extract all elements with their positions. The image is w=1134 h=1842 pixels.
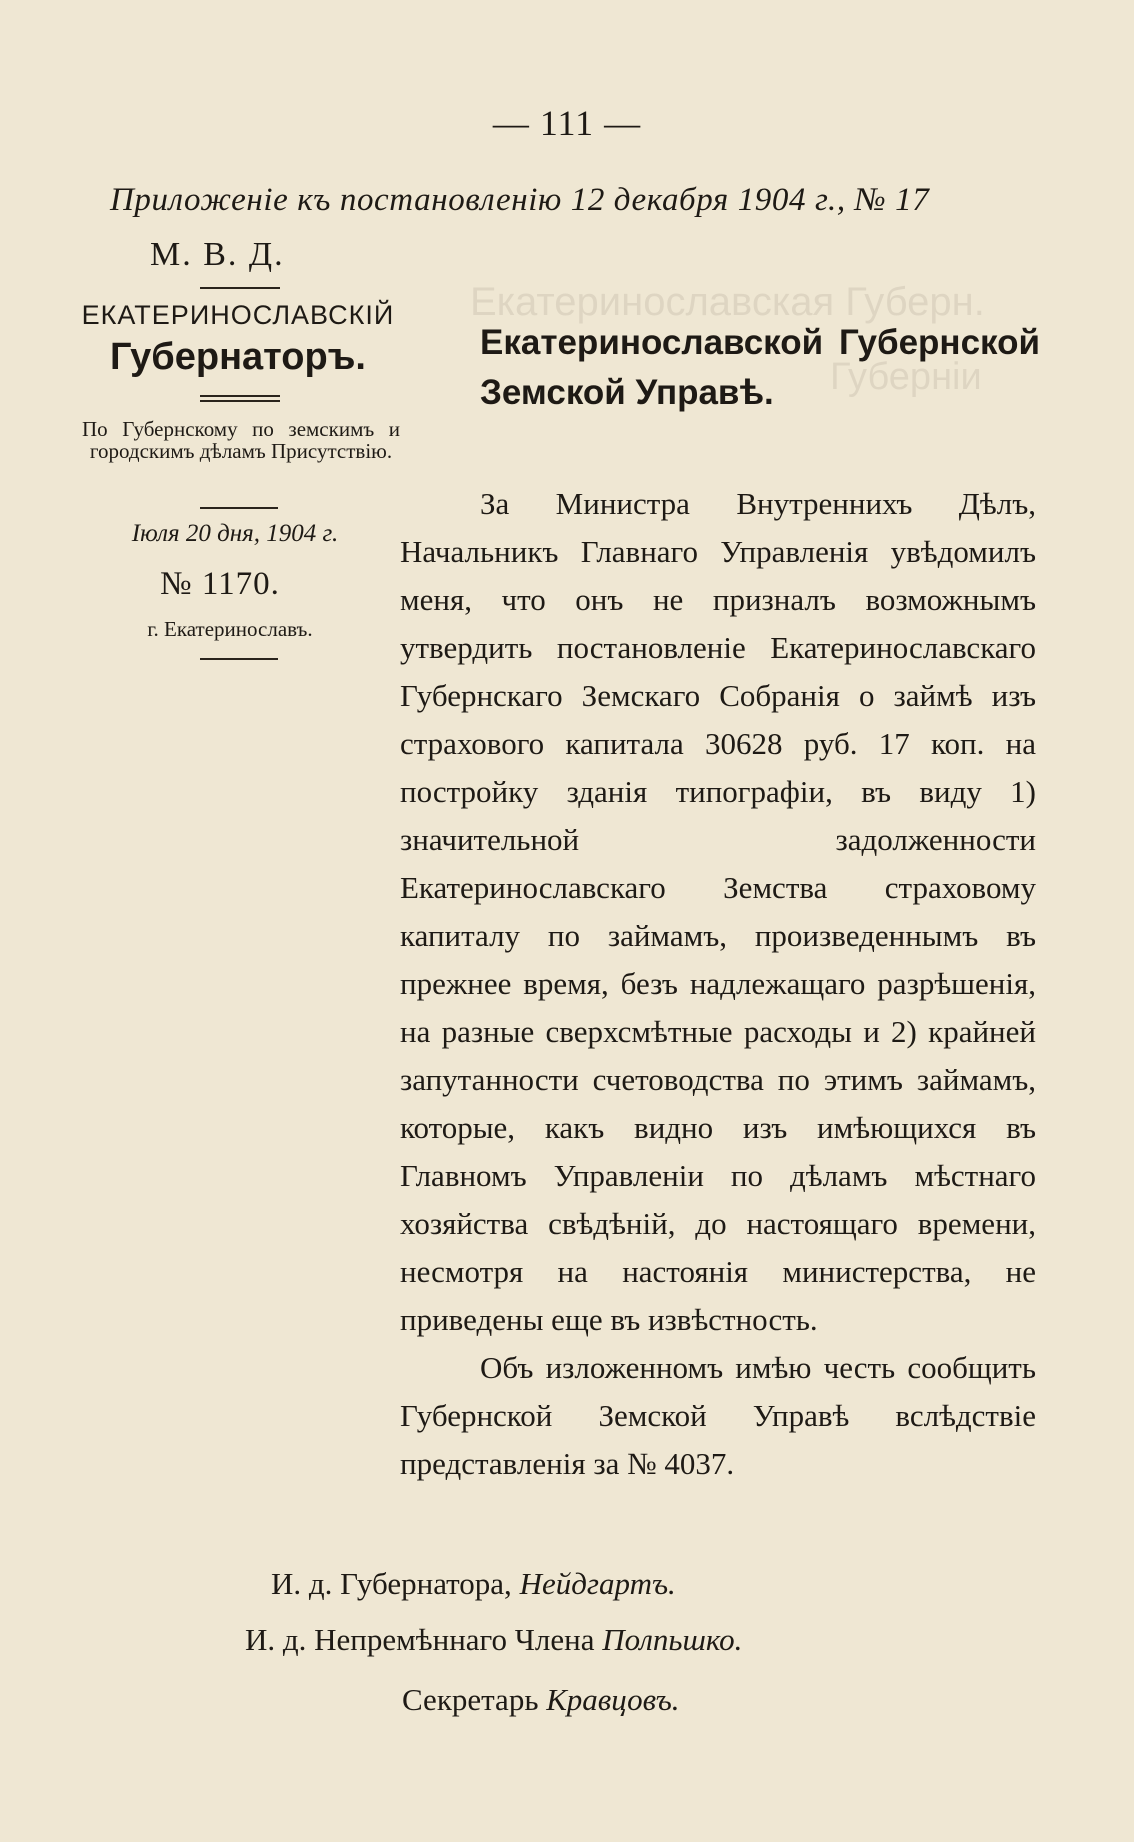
divider	[200, 507, 278, 509]
letter-body	[400, 480, 1036, 1488]
body-paragraph: За Министра Внутреннихъ Дѣлъ, Начальникъ Главнаго Управленія увѣдомилъ меня, что онъ не призналъ возможнымъ утвердить постановленіе Екатеринославскаго Губернскаго Земскаго Собранія о займѣ изъ страхового капитала 30628 руб. 17 коп. на постройку зданія типографіи, въ виду 1) значительной задолженности Екатеринославскаго Земства страховому капиталу по займамъ, произведеннымъ въ прежнее время, безъ надлежащаго разрѣшенія, на разные сверхсмѣтные расходы и 2) крайней запутанности счетоводства по этимъ займамъ, которые, какъ видно изъ имѣющихся въ Главномъ Управленіи по дѣламъ мѣстнаго хозяйства свѣдѣній, до настоящаго времени, несмотря на настоянія министерства, не приведены еще въ извѣстность.	[400, 486, 1036, 1337]
divider	[200, 400, 280, 402]
divider	[200, 395, 280, 397]
office-heading: ЕКАТЕРИНОСЛАВСКІЙ	[81, 300, 395, 330]
signature-line	[245, 1622, 742, 1658]
addressee	[400, 318, 1040, 418]
signature-name: Кравцовъ.	[546, 1682, 680, 1717]
divider	[200, 287, 280, 289]
governor-heading: Губернаторъ.	[110, 336, 366, 378]
addressee-text: Екатеринославской Губернской Земской Управѣ.	[480, 323, 1040, 412]
signature-title: Секретарь	[402, 1682, 539, 1717]
signature-line	[402, 1682, 680, 1718]
ministry-abbreviation: М. В. Д.	[150, 236, 285, 273]
letter-date: Іюля 20 дня, 1904 г.	[131, 520, 339, 547]
show-through-text: Губерніи	[830, 356, 982, 398]
signature-title: И. д. Губернатора,	[271, 1566, 512, 1601]
body-paragraph: Объ изложенномъ имѣю честь сообщить Губернской Земской Управѣ вслѣдствіе представленія за № 4037.	[400, 1350, 1036, 1481]
letter-number: № 1170.	[160, 566, 280, 602]
department-name: По Губернскому по земскимъ и городскимъ дѣламъ Присутствію.	[82, 417, 400, 463]
show-through-text: Екатеринославская Губерн.	[470, 280, 985, 324]
appendix-line: Приложеніе къ постановленію 12 декабря 1904 г., № 17	[110, 182, 930, 218]
signature-name: Полпьшко.	[602, 1622, 743, 1657]
signature-line	[271, 1566, 676, 1602]
page-number: — 111 —	[492, 103, 642, 143]
letter-city: г. Екатеринославъ.	[147, 617, 313, 641]
divider	[200, 658, 278, 660]
signature-title: И. д. Непремѣннаго Члена	[245, 1622, 595, 1657]
signature-name: Нейдгартъ.	[519, 1566, 676, 1601]
